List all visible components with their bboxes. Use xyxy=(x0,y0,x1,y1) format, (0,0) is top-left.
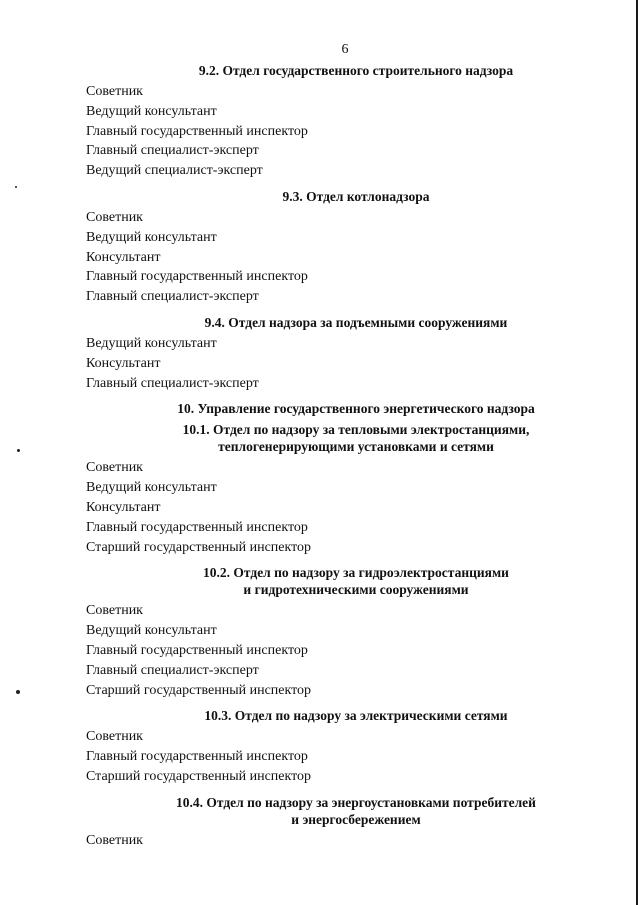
section-9-2 xyxy=(86,62,606,181)
scan-dot xyxy=(17,449,20,452)
position-list xyxy=(86,727,606,786)
list-item: Старший государственный инспектор xyxy=(86,682,312,698)
list-item: Консультант xyxy=(86,249,161,265)
list-item: Старший государственный инспектор xyxy=(86,539,312,555)
position-list xyxy=(86,601,606,700)
section-title-line: 9.2. Отдел государственного строительного надзора xyxy=(198,63,514,78)
list-item: Главный государственный инспектор xyxy=(86,519,308,535)
list-item: Главный специалист-эксперт xyxy=(86,662,259,678)
section-10-4 xyxy=(86,794,606,851)
section-title-line: 9.4. Отдел надзора за подъемными сооружениями xyxy=(204,314,508,330)
section-title-line: 10.2. Отдел по надзору за гидроэлектростанциями xyxy=(203,565,509,581)
list-item: Советник xyxy=(86,84,143,99)
list-item: Главный государственный инспектор xyxy=(86,642,308,658)
section-title xyxy=(66,188,640,205)
section-10-2 xyxy=(86,564,606,700)
section-10 xyxy=(86,400,606,417)
list-item: Ведущий консультант xyxy=(86,229,217,245)
section-title xyxy=(66,62,640,79)
section-title-line: и гидротехническими сооружениями xyxy=(243,582,469,598)
document-body xyxy=(86,62,606,858)
list-item: Главный специалист-эксперт xyxy=(86,375,259,391)
scan-dot xyxy=(16,690,20,694)
list-item: Советник xyxy=(86,603,143,619)
scan-dot xyxy=(15,186,17,188)
list-item: Главный специалист-эксперт xyxy=(86,143,259,159)
section-title-line: 10.4. Отдел по надзору за энергоустановками потребителей xyxy=(176,794,536,810)
section-10-3 xyxy=(86,707,606,786)
list-item: Советник xyxy=(86,460,143,476)
list-item: Ведущий консультант xyxy=(86,623,217,639)
page-number: 6 xyxy=(341,42,349,57)
section-title xyxy=(66,564,640,598)
section-title xyxy=(66,314,640,331)
list-item: Главный государственный инспектор xyxy=(86,749,308,765)
list-item: Ведущий специалист-эксперт xyxy=(86,163,263,179)
section-title xyxy=(66,794,640,828)
section-title-line: 9.3. Отдел котлонадзора xyxy=(282,188,430,204)
position-list xyxy=(86,458,606,557)
list-item: Советник xyxy=(86,729,143,745)
list-item: Ведущий консультант xyxy=(86,335,217,351)
list-item: Советник xyxy=(86,832,143,848)
section-title-line: и энергосбережением xyxy=(291,811,421,827)
list-item: Консультант xyxy=(86,355,161,371)
section-10-1 xyxy=(86,421,606,557)
position-list xyxy=(86,208,606,307)
section-title-line: 10.3. Отдел по надзору за электрическими сетями xyxy=(204,708,508,724)
section-title-line: 10.1. Отдел по надзору за тепловыми электростанциями, xyxy=(182,422,530,438)
list-item: Консультант xyxy=(86,499,161,515)
section-title xyxy=(66,707,640,724)
list-item: Главный государственный инспектор xyxy=(86,123,308,139)
list-item: Советник xyxy=(86,209,143,225)
list-item: Главный государственный инспектор xyxy=(86,269,308,285)
section-title xyxy=(66,421,640,455)
section-title-line: 10. Управление государственного энергетического надзора xyxy=(177,401,535,417)
position-list xyxy=(86,334,606,393)
list-item: Старший государственный инспектор xyxy=(86,768,312,784)
position-list xyxy=(86,831,606,851)
section-title xyxy=(66,400,640,417)
section-9-4 xyxy=(86,314,606,393)
section-title-line: теплогенерирующими установками и сетями xyxy=(218,439,494,455)
list-item: Ведущий консультант xyxy=(86,103,217,119)
section-9-3 xyxy=(86,188,606,307)
position-list xyxy=(86,82,606,181)
list-item: Главный специалист-эксперт xyxy=(86,289,259,305)
list-item: Ведущий консультант xyxy=(86,480,217,496)
